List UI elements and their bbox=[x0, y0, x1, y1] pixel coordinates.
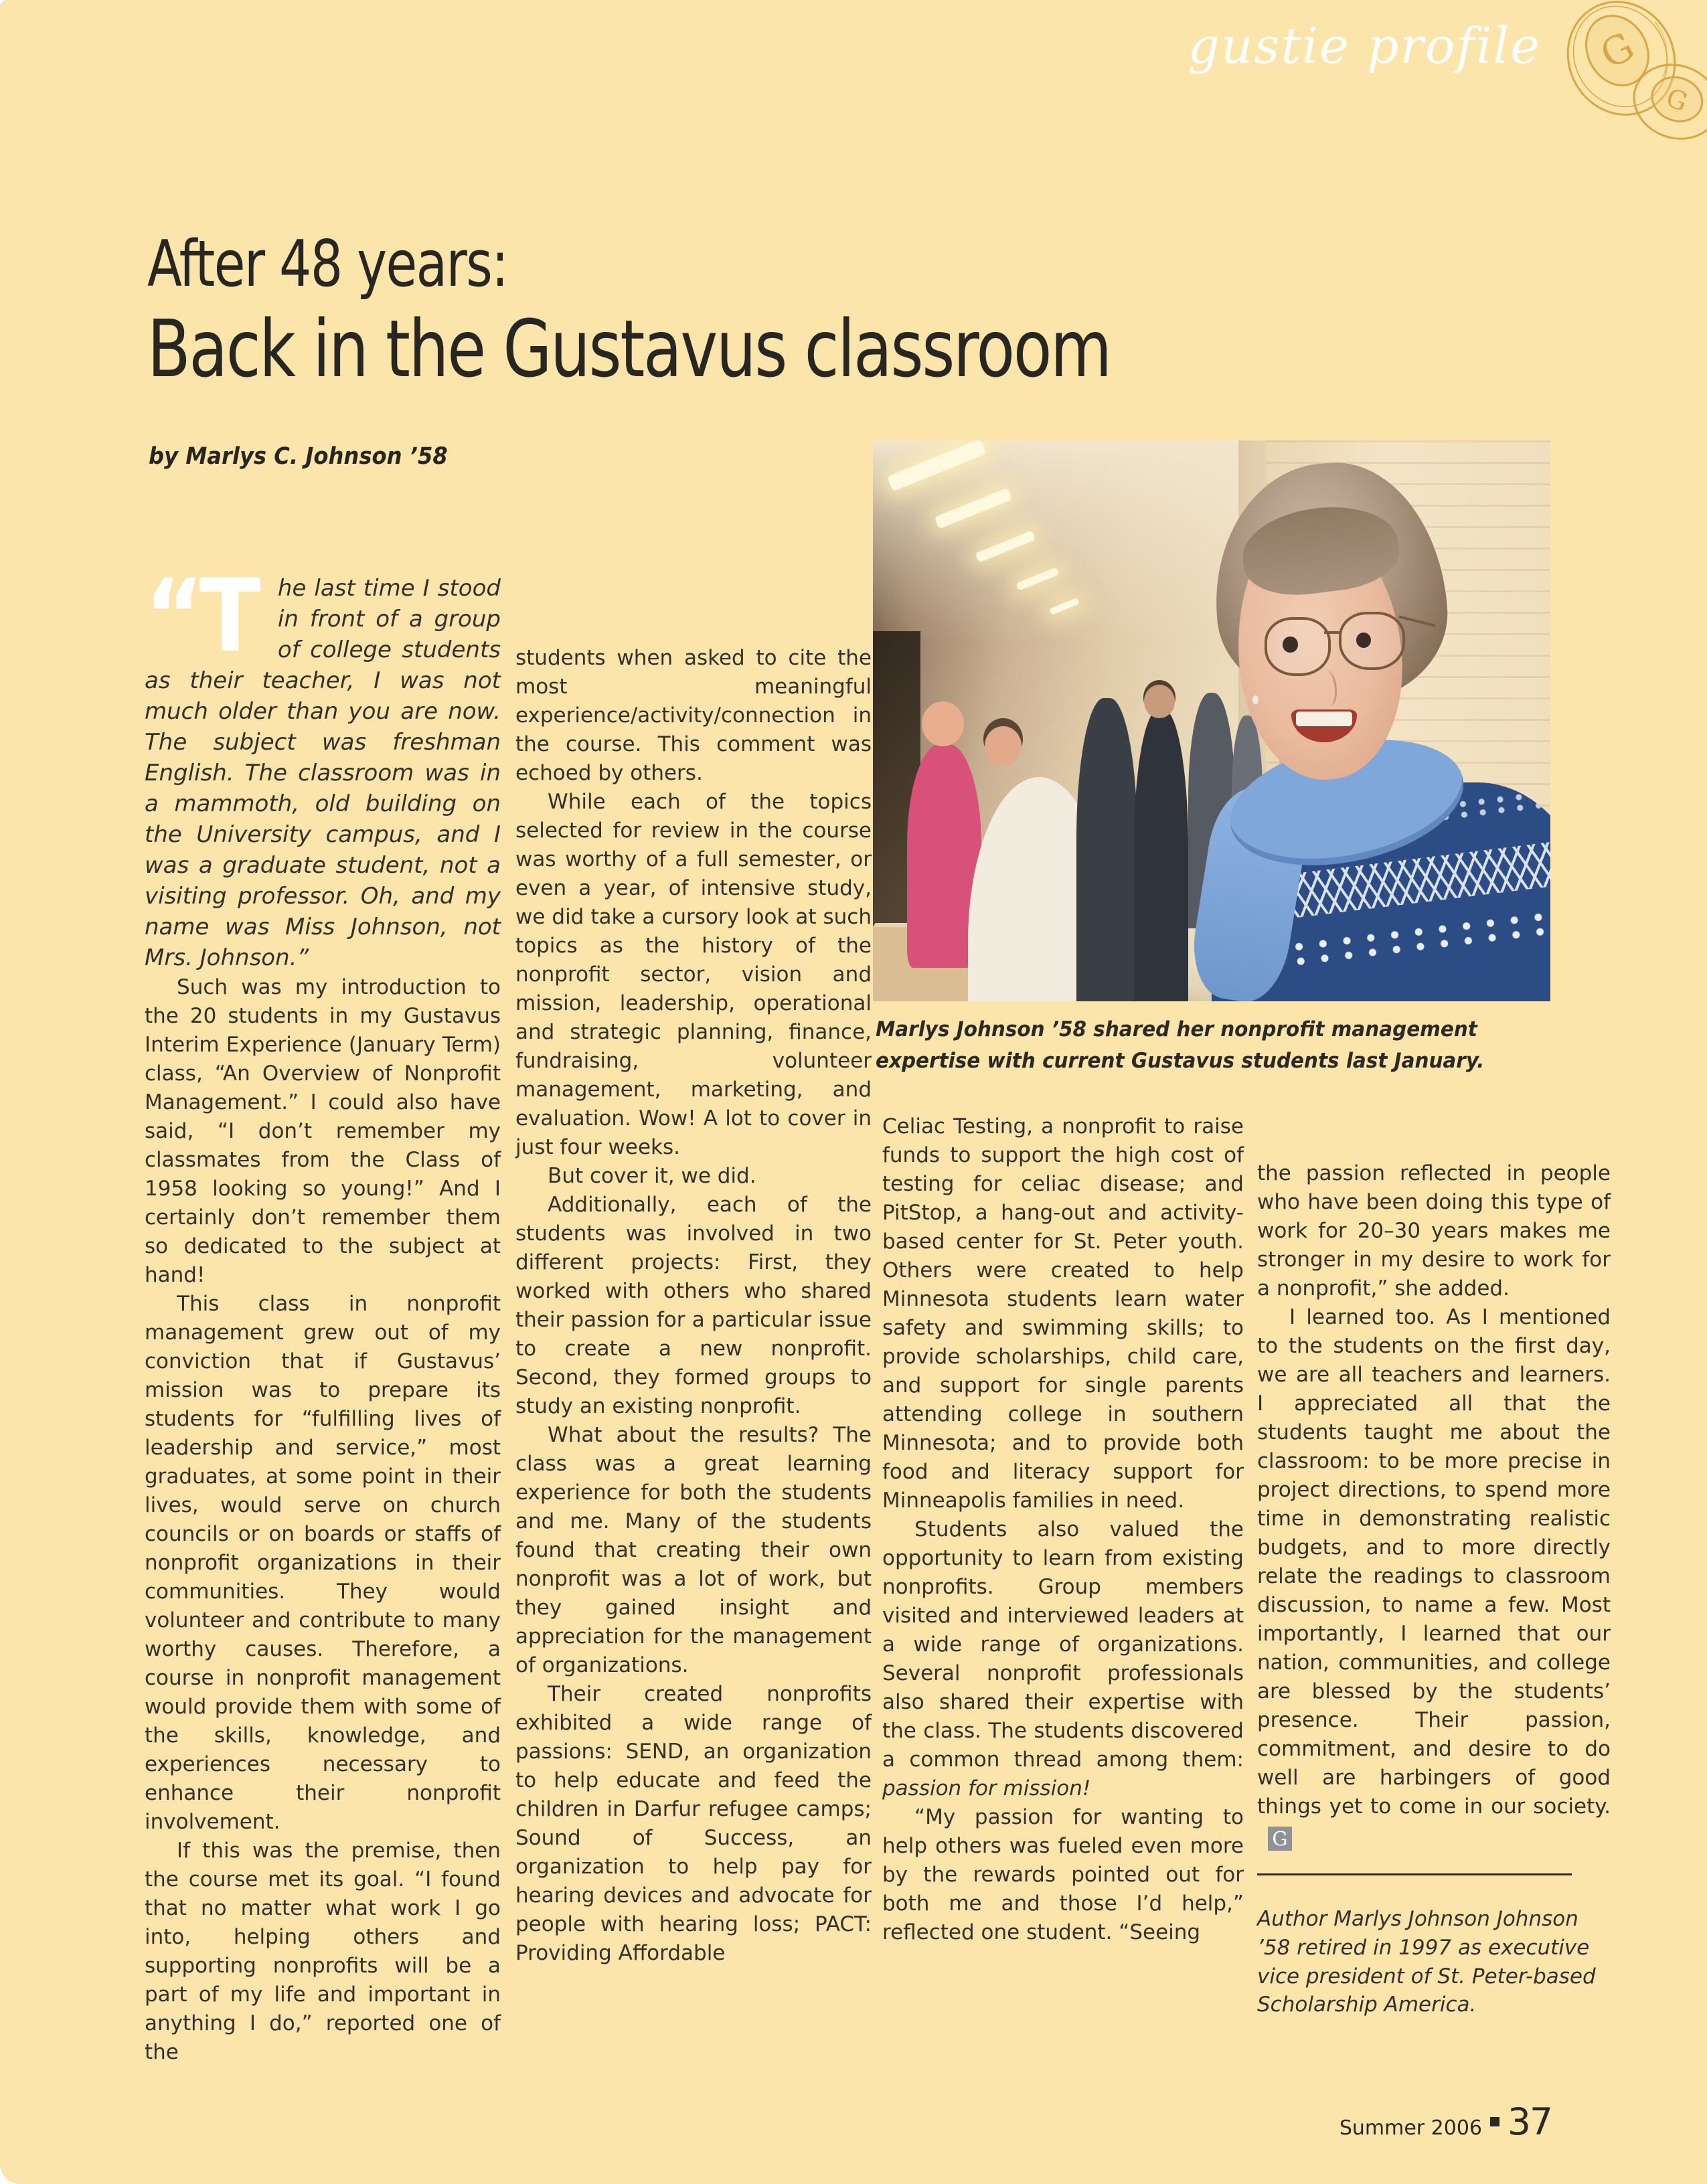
paragraph: This class in nonprofit management grew out of my conviction that if Gustavus’ mission was to prepare its students for “fulfilling lives of leadership and service,” most graduates, at some point in their lives, would serve on church councils or on boards or staffs of nonprofit organizations in their communities. They would volunteer and contribute to many worthy causes. Therefore, a course in nonprofit management would provide them with some of the skills, knowledge, and experiences necessary to enhance their nonprofit involvement. bbox=[145, 1292, 501, 1834]
text-column-2 bbox=[515, 644, 872, 1968]
italic-phrase: passion for mission! bbox=[882, 1776, 1091, 1800]
paragraph: If this was the premise, then the course met its goal. “I found that no matter what work I go into, helping others and supporting nonprofits will be a part of my life and important in anything I do,” reported one of the bbox=[145, 1839, 501, 2064]
article-photo bbox=[873, 440, 1550, 1001]
person-head bbox=[922, 701, 964, 746]
byline: by Marlys C. Johnson ’58 bbox=[149, 443, 448, 470]
paragraph: students when asked to cite the most meaningful experience/activity/connection in the course. This comment was echoed by others. bbox=[515, 646, 872, 785]
paragraph: the passion reflected in people who have been doing this type of work for 20–30 years makes me stronger in my desire to work for a nonprofit,” she added. bbox=[1257, 1161, 1611, 1300]
text-column-1 bbox=[145, 558, 501, 2067]
drop-cap: “T bbox=[145, 558, 256, 675]
article-title: Back in the Gustavus classroom bbox=[147, 303, 1111, 395]
opening-quote-text: he last time I stood in front of a group of college students as their teacher, I was not much older than you are now. The subject was freshman English. The classroom was in a mammoth, old building on the University campus, and I was a graduate student, not a visiting professor. Oh, and my name was Miss Johnson, not Mrs. Johnson.” bbox=[145, 575, 501, 971]
paragraph: Celiac Testing, a nonprofit to raise funds to support the high cost of testing for celiac disease; and PitStop, a hang-out and activity-based center for St. Peter youth. Others were created to help Minnesota students learn water safety and swimming skills; to provide scholarships, child care, and support for single parents attending college in southern Minnesota; and to provide both food and literacy support for Minneapolis families in need. bbox=[882, 1114, 1244, 1513]
end-of-story-mark: G bbox=[1268, 1827, 1292, 1851]
person-head bbox=[1144, 685, 1175, 718]
section-label: gustie profile bbox=[1188, 17, 1541, 75]
paragraph: But cover it, we did. bbox=[548, 1164, 756, 1188]
glasses-bridge bbox=[1324, 631, 1342, 634]
paragraph: Such was my introduction to the 20 students in my Gustavus Interim Experience (January Term) class, “An Overview of Nonprofit Management.” I could also have said, “I don’t remember my classmates from the Class of 1958 looking so young!” And I certainly don’t remember them so dedicated to the subject at hand! bbox=[145, 975, 501, 1287]
glasses-right-lens bbox=[1339, 612, 1405, 671]
person-silhouette bbox=[1076, 698, 1137, 1001]
paragraph: I learned too. As I mentioned to the students on the first day, we are all teachers and learners. I appreciated all that the students taught me about the classroom: to be more precise in project directions, to spend more time in demonstrating realistic budgets, and to more directly relate the readings to classroom discussion, to name a few. Most importantly, I learned that our nation, communities, and college are blessed by the students’ presence. Their passion, commitment, and desire to do well are harbingers of good things yet to come in our society.G bbox=[1257, 1305, 1611, 1850]
article-kicker: After 48 years: bbox=[147, 228, 508, 301]
column-paragraphs bbox=[1257, 1159, 1611, 1851]
eye bbox=[1283, 637, 1297, 652]
page-number: 37 bbox=[1508, 2100, 1552, 2143]
text-column-4 bbox=[1257, 1159, 1611, 2019]
divider-rule bbox=[1257, 1873, 1572, 1875]
paragraph: Students also valued the opportunity to learn from existing nonprofits. Group members visited and interviewed leaders at a wide range of organizations. Several nonprofit professionals also shared their expertise with the class. The students discovered a common thread among them: passion for mission! bbox=[882, 1517, 1244, 1800]
author-note: Author Marlys Johnson Johnson ’58 retired in 1997 as executive vice president of St. Peter-based Scholarship America. bbox=[1257, 1907, 1596, 2017]
photo-caption: Marlys Johnson ’58 shared her nonprofit management expertise with current Gustavus students last January. bbox=[876, 1017, 1485, 1073]
person-silhouette bbox=[1134, 709, 1188, 1001]
teeth bbox=[1296, 711, 1352, 726]
column-paragraphs bbox=[145, 973, 501, 2067]
paragraph: “My passion for wanting to help others was fueled even more by the rewards pointed out for both me and those I’d help,” reflected one student. “Seeing bbox=[882, 1805, 1244, 1944]
svg-text:G: G bbox=[1662, 82, 1692, 118]
eye bbox=[1356, 633, 1371, 648]
issue-label: Summer 2006 bbox=[1339, 2116, 1482, 2140]
text-column-3 bbox=[882, 1112, 1244, 1947]
page-footer bbox=[1339, 2100, 1552, 2143]
paragraph: What about the results? The class was a great learning experience for both the students and me. Many of the students found that creating their own nonprofit was a lot of work, but they gained insight and appreciation for the management of organizations. bbox=[515, 1423, 872, 1677]
opening-paragraph bbox=[145, 558, 501, 973]
paragraph: Their created nonprofits exhibited a wide range of passions: SEND, an organization to help educate and feed the children in Darfur refugee camps; Sound of Success, an organization to help pay for hearing devices and advocate for people with hearing loss; PACT: Providing Affordable bbox=[515, 1682, 872, 1965]
paragraph: While each of the topics selected for review in the course was worthy of a full semester, or even a year, of intensive study, we did take a cursory look at such topics as the history of the nonprofit sector, vision and mission, leadership, operational and strategic planning, finance, fundraising, volunteer management, marketing, and evaluation. Wow! A lot to cover in just four weeks. bbox=[515, 790, 872, 1159]
earring bbox=[1252, 695, 1258, 704]
footer-square-icon bbox=[1490, 2117, 1499, 2126]
svg-text:G: G bbox=[1593, 23, 1642, 78]
paragraph: Additionally, each of the students was involved in two different projects: First, they worked with others who shared their passion for a particular issue to create a new nonprofit. Second, they formed groups to study an existing nonprofit. bbox=[515, 1193, 872, 1418]
class-rings-icon bbox=[1554, 0, 1707, 142]
person-head bbox=[985, 726, 1022, 766]
